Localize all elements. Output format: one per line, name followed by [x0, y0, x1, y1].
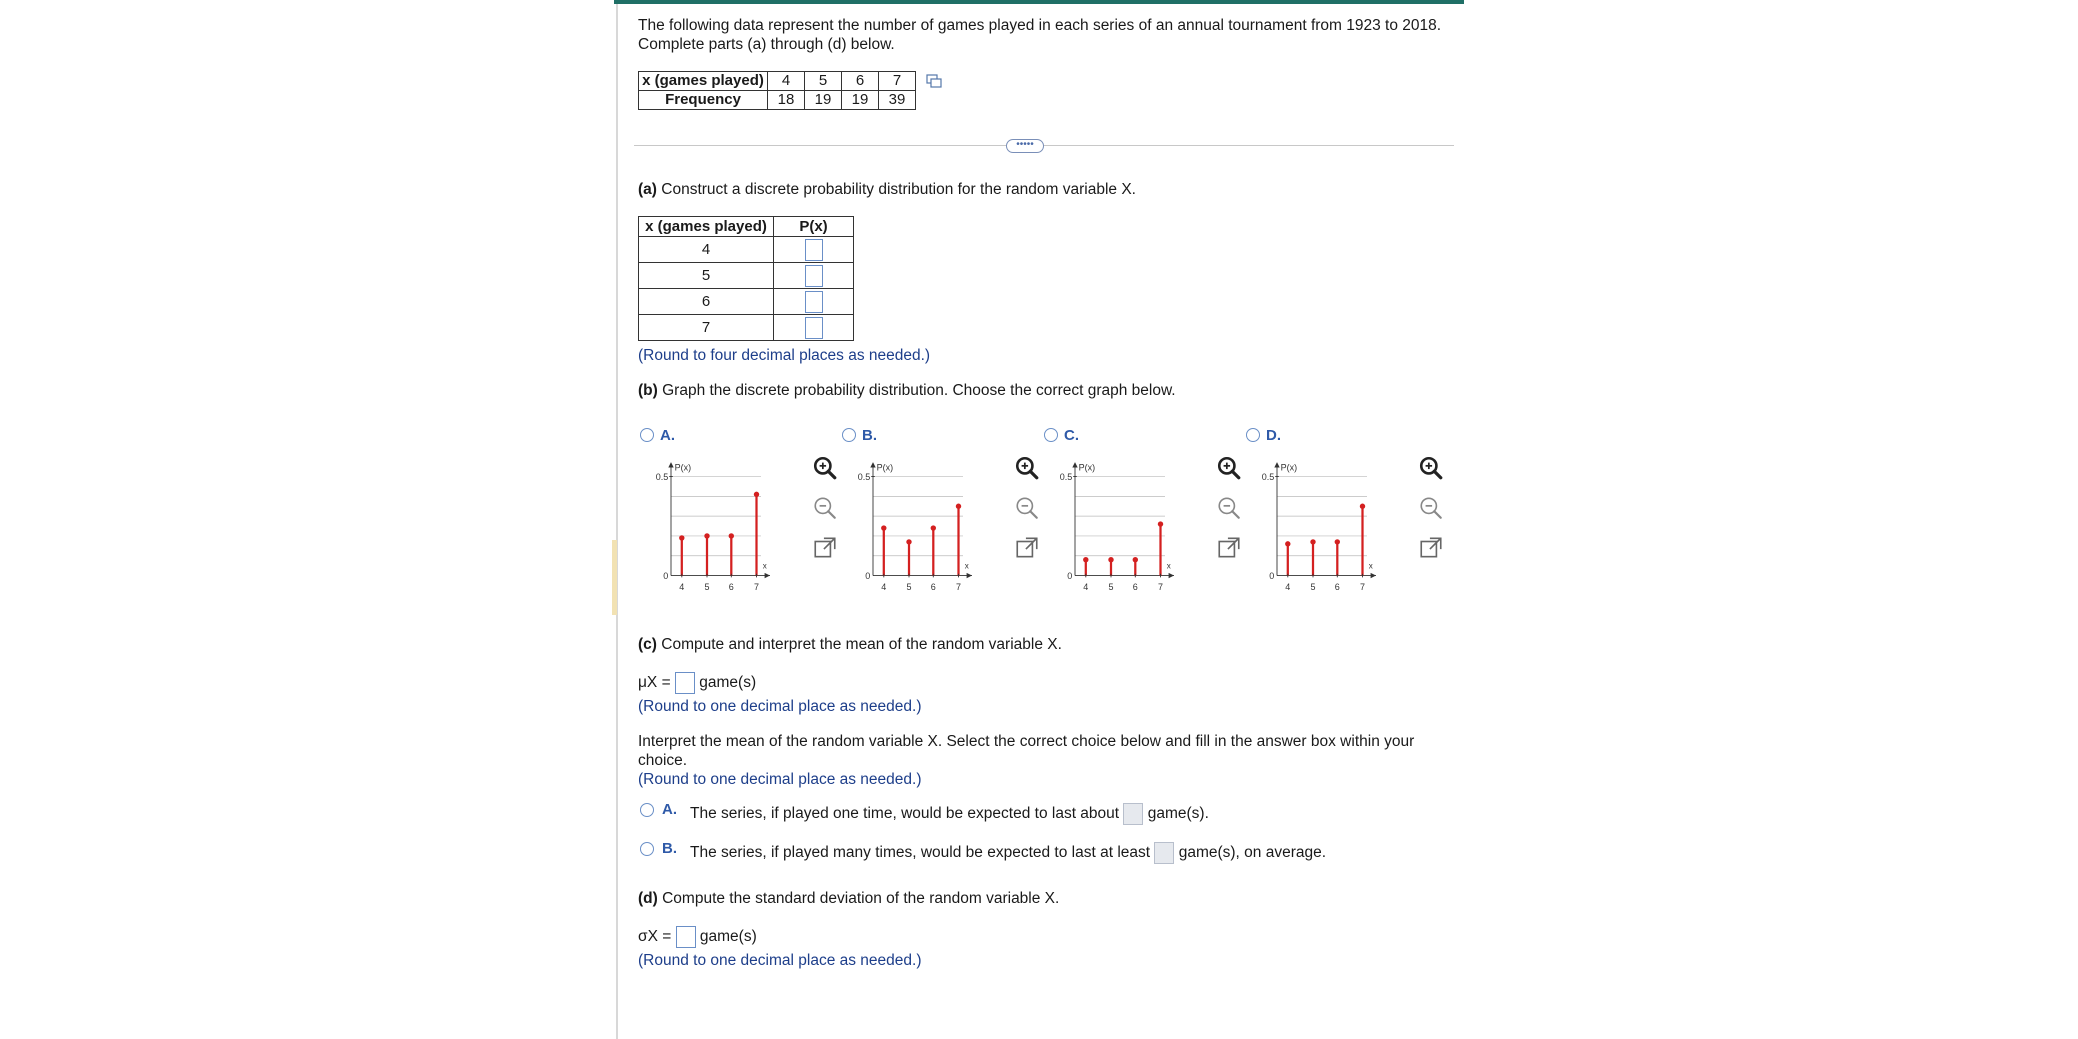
- part-a-round-note: (Round to four decimal places as needed.): [638, 347, 931, 364]
- x-tick-label: 4: [881, 581, 887, 592]
- frequency-header-cell: Frequency: [639, 91, 768, 110]
- zoom-out-icon[interactable]: [812, 495, 838, 521]
- probability-point: [1310, 539, 1315, 544]
- mu-symbol: μX =: [638, 674, 671, 692]
- probability-point: [1285, 541, 1290, 546]
- probability-point: [1083, 557, 1088, 562]
- probability-point: [931, 525, 936, 530]
- x-tick-label: 4: [679, 581, 685, 592]
- sigma-unit: game(s): [699, 928, 757, 946]
- probability-row: [639, 263, 854, 289]
- choice-b-text: The series, if played many times, would be expected to last at least: [690, 844, 1151, 862]
- sd-round-note: (Round to one decimal place as needed.): [638, 952, 922, 969]
- probability-graph[interactable]: [644, 452, 779, 592]
- mean-round-note: (Round to one decimal place as needed.): [638, 698, 922, 715]
- probability-graph[interactable]: [846, 452, 981, 592]
- choice-a-line: [690, 803, 1209, 825]
- intro-line-2: Complete parts (a) through (d) below.: [638, 36, 895, 53]
- x-axis-label: x: [964, 561, 969, 571]
- y-axis-arrow: [870, 462, 875, 467]
- y-axis-label: P(x): [1078, 462, 1096, 473]
- more-button[interactable]: •••••: [1006, 139, 1044, 153]
- part-d-label: (d): [638, 890, 658, 907]
- choice-b-line: [690, 842, 1326, 864]
- x-axis-arrow: [765, 573, 770, 578]
- graph-option-letter: B.: [862, 427, 877, 444]
- probability-point: [1133, 557, 1138, 562]
- x-tick-label: 7: [1157, 581, 1164, 592]
- probability-point: [906, 539, 911, 544]
- graph-option-radio[interactable]: [1246, 428, 1260, 442]
- choice-b-radio[interactable]: [640, 842, 654, 856]
- choice-a-letter: A.: [662, 801, 677, 818]
- part-b-prompt: [638, 381, 1176, 400]
- probability-row-x: 4: [639, 237, 774, 263]
- x-tick-label: 6: [930, 581, 936, 592]
- part-a-label: (a): [638, 181, 657, 198]
- x-tick-label: 5: [1108, 581, 1114, 592]
- x-tick-label: 5: [1310, 581, 1316, 592]
- graph-option-letter: C.: [1064, 427, 1079, 444]
- frequency-value-cell: 19: [842, 91, 879, 110]
- part-b-label: (b): [638, 382, 658, 399]
- zoom-in-icon[interactable]: [1418, 455, 1444, 481]
- x-tick-label: 4: [1285, 581, 1291, 592]
- probability-point: [1158, 521, 1163, 526]
- sd-input[interactable]: [676, 926, 696, 948]
- frequency-value-cell: 18: [768, 91, 805, 110]
- x-axis-arrow: [1371, 573, 1376, 578]
- graph-option-letter: A.: [660, 427, 675, 444]
- y-axis-label: P(x): [674, 462, 692, 473]
- probability-row-x: 5: [639, 263, 774, 289]
- probability-point: [881, 525, 886, 530]
- zoom-in-icon[interactable]: [812, 455, 838, 481]
- x-value-cell: 6: [842, 72, 879, 91]
- part-b-text: Graph the discrete probability distribution. Choose the correct graph below.: [662, 382, 1176, 399]
- zoom-in-icon[interactable]: [1014, 455, 1040, 481]
- x-tick-label: 5: [906, 581, 912, 592]
- top-accent-bar: [614, 0, 1464, 4]
- x-axis-label: x: [1166, 561, 1171, 571]
- x-tick-label: 7: [955, 581, 962, 592]
- probability-row: [639, 237, 854, 263]
- copy-table-icon[interactable]: [926, 74, 942, 88]
- probability-input[interactable]: [805, 239, 823, 261]
- mean-input[interactable]: [675, 672, 695, 694]
- x-tick-label: 6: [728, 581, 734, 592]
- zoom-out-icon[interactable]: [1014, 495, 1040, 521]
- probability-input[interactable]: [805, 317, 823, 339]
- frequency-table-row-x: [639, 72, 916, 91]
- px-x-header: x (games played): [639, 217, 774, 237]
- x-tick-label: 7: [753, 581, 760, 592]
- frequency-table-row-freq: [639, 91, 916, 110]
- x-tick-label: 6: [1334, 581, 1340, 592]
- probability-point: [679, 535, 684, 540]
- left-border: [616, 4, 618, 1039]
- probability-point: [1108, 557, 1113, 562]
- zoom-out-icon[interactable]: [1216, 495, 1242, 521]
- choice-a-input[interactable]: [1123, 803, 1143, 825]
- graph-option-letter: D.: [1266, 427, 1281, 444]
- probability-cell: [774, 315, 854, 341]
- y-tick-label: 0.5: [655, 472, 669, 483]
- y-tick-label: 0: [663, 571, 669, 582]
- part-a-text: Construct a discrete probability distribution for the random variable X.: [661, 181, 1136, 198]
- probability-graph[interactable]: [1048, 452, 1183, 592]
- part-c-label: (c): [638, 636, 657, 653]
- y-tick-label: 0.5: [1059, 472, 1073, 483]
- y-axis-label: P(x): [1280, 462, 1298, 473]
- graph-option-radio[interactable]: [1044, 428, 1058, 442]
- probability-row-x: 6: [639, 289, 774, 315]
- interpret-round-note: (Round to one decimal place as needed.): [638, 771, 922, 788]
- probability-point: [704, 533, 709, 538]
- choice-b-input[interactable]: [1154, 842, 1174, 864]
- graph-option-radio[interactable]: [842, 428, 856, 442]
- probability-row-x: 7: [639, 315, 774, 341]
- x-value-cell: 7: [879, 72, 916, 91]
- part-a-prompt: [638, 180, 1136, 199]
- x-value-cell: 4: [768, 72, 805, 91]
- mu-unit: game(s): [699, 674, 757, 692]
- choice-a-text: The series, if played one time, would be expected to last about: [690, 805, 1120, 823]
- y-axis-arrow: [1072, 462, 1077, 467]
- x-axis-label: x: [1368, 561, 1373, 571]
- y-axis-label: P(x): [876, 462, 894, 473]
- frequency-value-cell: 39: [879, 91, 916, 110]
- x-tick-label: 5: [704, 581, 710, 592]
- probability-row: [639, 315, 854, 341]
- x-axis-arrow: [967, 573, 972, 578]
- open-new-window-icon[interactable]: [812, 535, 838, 561]
- zoom-out-icon[interactable]: [1418, 495, 1444, 521]
- probability-point: [754, 492, 759, 497]
- interpret-line-2: choice.: [638, 752, 688, 769]
- intro-line-1: The following data represent the number of games played in each series of an annual tournament from 1923 to 2018.: [638, 17, 1442, 34]
- part-d-prompt: [638, 889, 1059, 908]
- left-side-marker: [612, 540, 617, 615]
- open-new-window-icon[interactable]: [1418, 535, 1444, 561]
- x-tick-label: 6: [1132, 581, 1138, 592]
- section-divider: [634, 145, 1454, 146]
- x-value-cell: 5: [805, 72, 842, 91]
- choice-a-unit: game(s).: [1147, 805, 1209, 823]
- part-c-prompt: [638, 635, 1062, 654]
- probability-table: [638, 216, 854, 341]
- mean-answer-line: [638, 672, 756, 694]
- y-tick-label: 0.5: [1261, 472, 1275, 483]
- probability-point: [729, 533, 734, 538]
- y-tick-label: 0: [865, 571, 871, 582]
- probability-input[interactable]: [805, 291, 823, 313]
- probability-point: [956, 504, 961, 509]
- sd-answer-line: [638, 926, 757, 948]
- open-new-window-icon[interactable]: [1014, 535, 1040, 561]
- x-tick-label: 7: [1359, 581, 1366, 592]
- probability-input[interactable]: [805, 265, 823, 287]
- probability-point: [1360, 504, 1365, 509]
- part-d-text: Compute the standard deviation of the random variable X.: [662, 890, 1060, 907]
- y-axis-arrow: [668, 462, 673, 467]
- y-axis-arrow: [1274, 462, 1279, 467]
- x-tick-label: 4: [1083, 581, 1089, 592]
- px-p-header: P(x): [774, 217, 854, 237]
- x-axis-arrow: [1169, 573, 1174, 578]
- x-axis-label: x: [762, 561, 767, 571]
- probability-cell: [774, 237, 854, 263]
- frequency-value-cell: 19: [805, 91, 842, 110]
- frequency-table: [638, 71, 916, 110]
- x-header-cell: x (games played): [639, 72, 768, 91]
- sigma-symbol: σX =: [638, 928, 672, 946]
- open-new-window-icon[interactable]: [1216, 535, 1242, 561]
- graph-option-radio[interactable]: [640, 428, 654, 442]
- choice-b-unit: game(s), on average.: [1178, 844, 1327, 862]
- y-tick-label: 0: [1269, 571, 1275, 582]
- probability-graph[interactable]: [1250, 452, 1385, 592]
- probability-cell: [774, 263, 854, 289]
- probability-row: [639, 289, 854, 315]
- choice-a-radio[interactable]: [640, 803, 654, 817]
- part-c-text: Compute and interpret the mean of the random variable X.: [661, 636, 1062, 653]
- y-tick-label: 0.5: [857, 472, 871, 483]
- zoom-in-icon[interactable]: [1216, 455, 1242, 481]
- probability-cell: [774, 289, 854, 315]
- interpret-line-1: Interpret the mean of the random variable X. Select the correct choice below and fill in the answer box within your: [638, 733, 1415, 750]
- probability-table-header: [639, 217, 854, 237]
- probability-point: [1335, 539, 1340, 544]
- choice-b-letter: B.: [662, 840, 677, 857]
- y-tick-label: 0: [1067, 571, 1073, 582]
